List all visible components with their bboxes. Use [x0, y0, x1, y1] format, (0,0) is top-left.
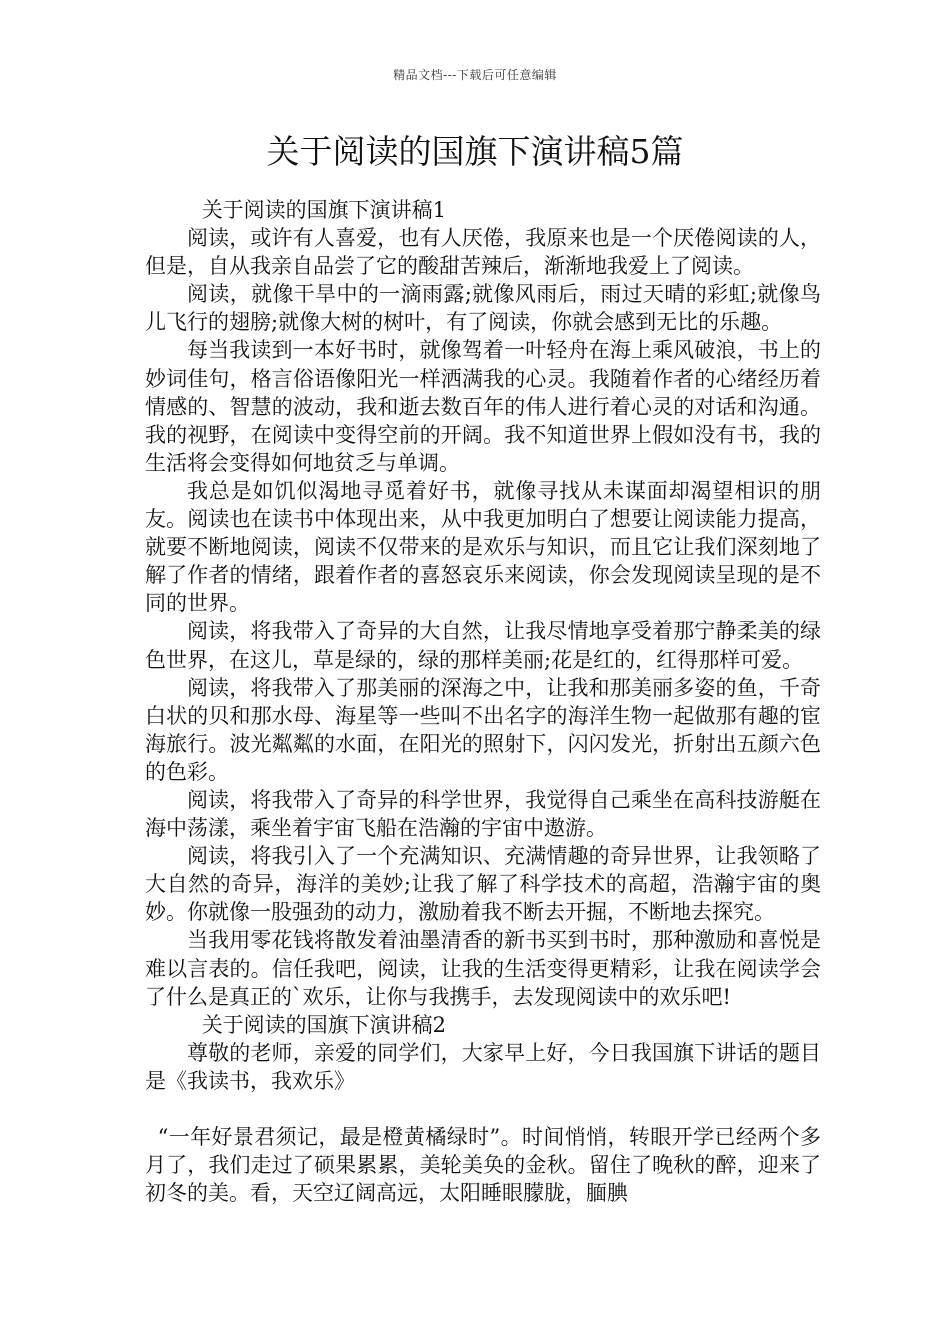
document-body: [145, 196, 821, 1207]
blank-line: [145, 1095, 821, 1123]
paragraph: 阅读，将我引入了一个充满知识、充满情趣的奇异世界，让我领略了大自然的奇异，海洋的美妙;让我了解了科学技术的高超，浩瀚宇宙的奥妙。你就像一股强劲的动力，激励着我不断去开掘，不断地去探究。: [145, 844, 821, 925]
paragraph: 当我用零花钱将散发着油墨清香的新书买到书时，那种激励和喜悦是难以言表的。信任我吧，阅读，让我的生活变得更精彩，让我在阅读学会了什么是真正的`欢乐，让你与我携手，去发现阅读中的欢乐吧!: [145, 928, 821, 1009]
paragraph: 每当我读到一本好书时，就像驾着一叶轻舟在海上乘风破浪，书上的妙词佳句，格言俗语像阳光一样洒满我的心灵。我随着作者的心绪经历着情感的、智慧的波动，我和逝去数百年的伟人进行着心灵的对话和沟通。我的视野，在阅读中变得空前的开阔。我不知道世界上假如没有书，我的生活将会变得如何地贫乏与单调。: [145, 338, 821, 475]
paragraph: 尊敬的老师，亲爱的同学们，大家早上好，今日我国旗下讲话的题目是《我读书，我欢乐》: [145, 1040, 821, 1093]
document-title: 关于阅读的国旗下演讲稿5篇: [266, 132, 684, 171]
paragraph: 阅读，就像干旱中的一滴雨露;就像风雨后，雨过天晴的彩虹;就像鸟儿飞行的翅膀;就像大树的树叶，有了阅读，你就会感到无比的乐趣。: [145, 282, 821, 335]
paragraph: 阅读，将我带入了那美丽的深海之中，让我和那美丽多姿的鱼，千奇白状的贝和那水母、海星等一些叫不出名字的海洋生物一起做那有趣的宦海旅行。波光粼粼的水面，在阳光的照射下，闪闪发光，折射出五颜六色的色彩。: [145, 675, 821, 784]
paragraph: 阅读，将我带入了奇异的大自然，让我尽情地享受着那宁静柔美的绿色世界，在这儿，草是绿的，绿的那样美丽;花是红的，红得那样可爱。: [145, 619, 821, 672]
section-heading-2: 关于阅读的国旗下演讲稿2: [201, 1012, 447, 1037]
header-note: 精品文档---下载后可任意编辑: [393, 68, 557, 82]
section-heading-1: 关于阅读的国旗下演讲稿1: [201, 198, 447, 222]
paragraph: “一年好景君须记，最是橙黄橘绿时”。时间悄悄，转眼开学已经两个多月了，我们走过了硕果累累，美轮美奂的金秋。留住了晚秋的醉，迎来了初冬的美。看，天空辽阔高远，太阳睡眼朦胧，腼腆: [145, 1125, 821, 1206]
paragraph: 我总是如饥似渴地寻觅着好书，就像寻找从未谋面却渴望相识的朋友。阅读也在读书中体现出来，从中我更加明白了想要让阅读能力提高，就要不断地阅读，阅读不仅带来的是欢乐与知识，而且它让我们深刻地了解了作者的情绪，跟着作者的喜怒哀乐来阅读，你会发现阅读呈现的是不同的世界。: [145, 478, 821, 616]
paragraph: 阅读，或许有人喜爱，也有人厌倦，我原来也是一个厌倦阅读的人，但是，自从我亲自品尝了它的酸甜苦辣后，渐渐地我爱上了阅读。: [145, 226, 821, 279]
paragraph: 阅读，将我带入了奇异的科学世界，我觉得自己乘坐在高科技游艇在海中荡漾，乘坐着宇宙飞船在浩瀚的宇宙中遨游。: [145, 787, 821, 841]
